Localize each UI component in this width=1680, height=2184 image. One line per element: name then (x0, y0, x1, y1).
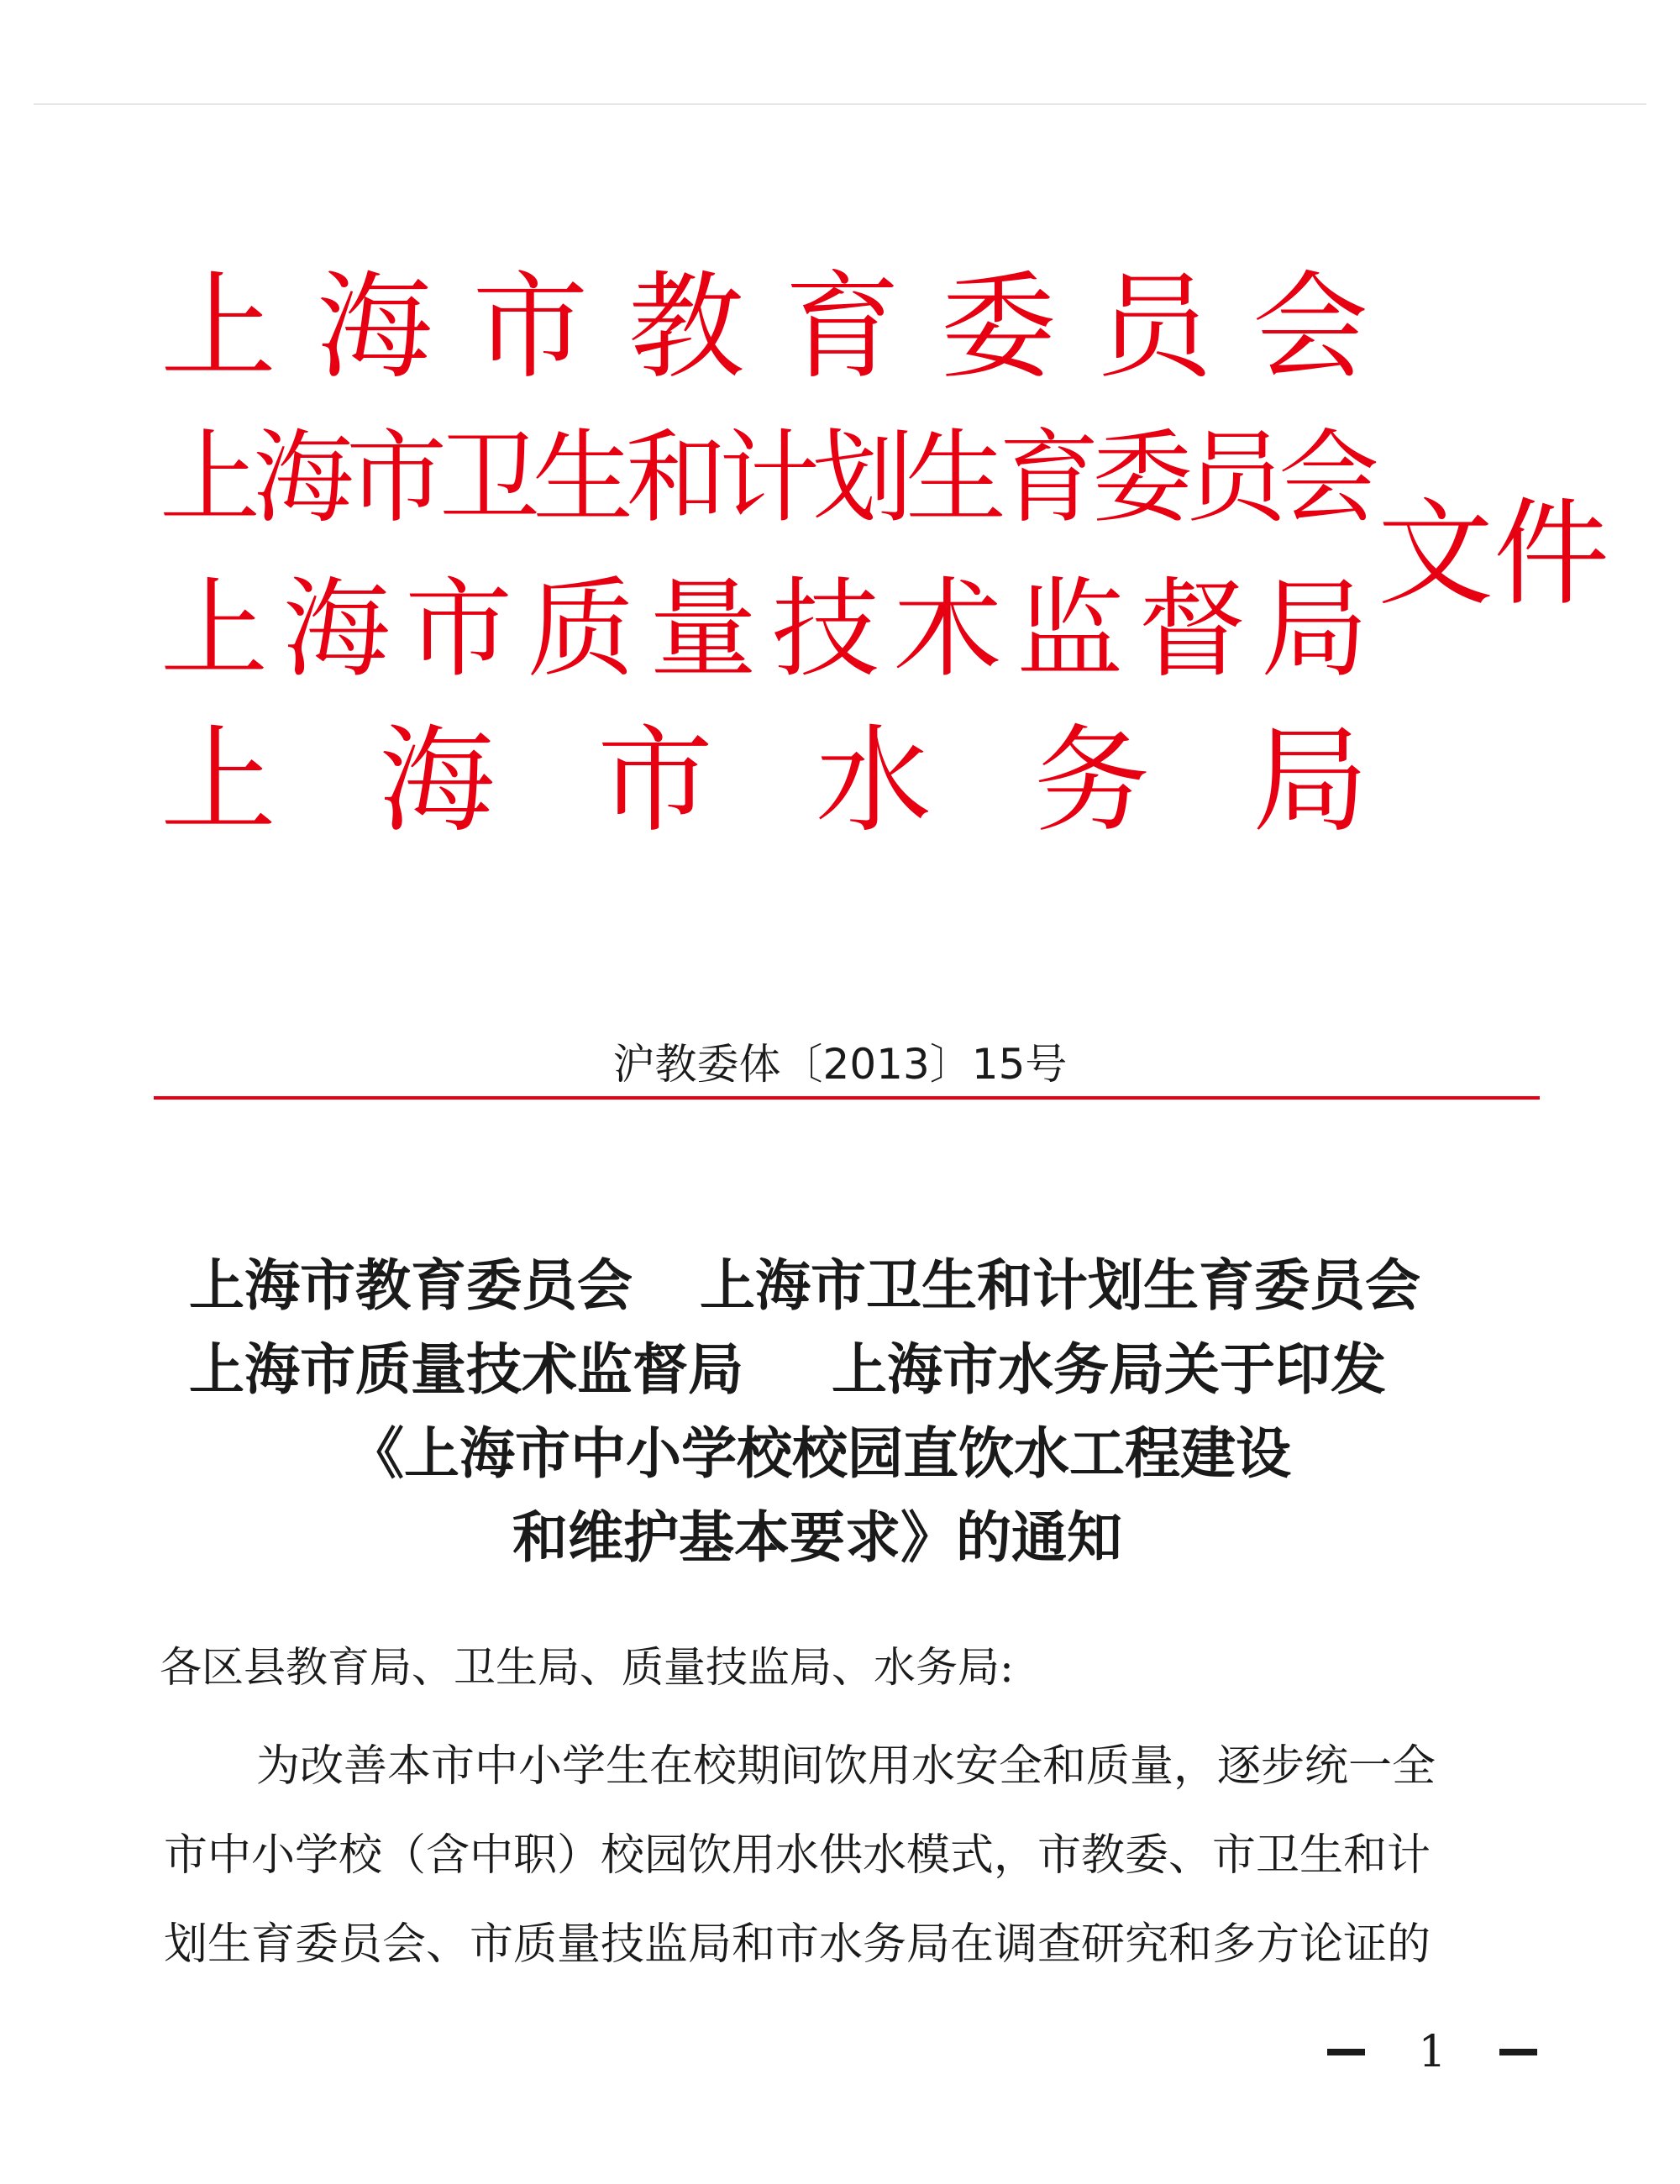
issuer-char: 委 (940, 260, 1057, 395)
title-issuer: 上海市卫生和计划生育委员会 (700, 1252, 1420, 1318)
dash-left (1327, 2049, 1365, 2055)
issuer-row-2 (160, 403, 1379, 554)
issuer-char: 监 (1016, 567, 1124, 692)
issuer-char: 会 (1252, 260, 1368, 395)
issuer-header (160, 252, 1379, 857)
body-line: 市中小学校（含中职）校园饮用水供水模式，市教委、市卫生和计 (164, 1830, 1431, 1881)
top-rule (34, 103, 1646, 105)
page-number: 1 (1418, 2027, 1446, 2077)
issuer-char: 量 (649, 567, 758, 692)
page-footer (1327, 2023, 1537, 2082)
title-issuer: 上海市水务局关于印发 (832, 1336, 1386, 1402)
issuer-char: 市 (405, 567, 513, 692)
issuer-char: 术 (894, 567, 1002, 692)
issuer-char: 务 (1033, 713, 1150, 848)
issuer-char: 生 (906, 420, 1006, 537)
issuer-char: 计 (719, 420, 820, 537)
red-separator-rule (154, 1096, 1540, 1100)
issuer-char: 生 (533, 420, 633, 537)
body-text (164, 1722, 1525, 1989)
issuer-char: 局 (1252, 713, 1368, 848)
doc-type-label: 文件 (1378, 486, 1610, 622)
title-line-3: 《上海市中小学校校园直饮水工程建设 (349, 1420, 1291, 1486)
issuer-char: 质 (527, 567, 635, 692)
title-issuer: 上海市质量技术监督局 (189, 1336, 743, 1402)
salutation: 各区县教育局、卫生局、质量技监局、水务局: (160, 1643, 1014, 1692)
issuer-row-3 (160, 554, 1369, 706)
issuer-char: 划 (812, 420, 913, 537)
issuer-char: 市 (472, 260, 589, 395)
title-line-1 (134, 1243, 1562, 1327)
title-issuer: 上海市教育委员会 (189, 1252, 633, 1318)
issuer-row-4 (160, 706, 1369, 857)
issuer-char: 教 (628, 260, 745, 395)
title-line-4: 和维护基本要求》的通知 (512, 1504, 1122, 1570)
issuer-char: 上 (160, 420, 260, 537)
dash-right (1499, 2049, 1537, 2055)
issuer-char: 水 (815, 713, 932, 848)
notice-title (134, 1243, 1562, 1579)
issuer-char: 海 (253, 420, 354, 537)
body-line: 为改善本市中小学生在校期间饮用水安全和质量，逐步统一全 (256, 1741, 1436, 1792)
body-line: 划生育委员会、市质量技监局和市水务局在调查研究和多方论证的 (164, 1919, 1431, 1970)
document-number: 沪教委体〔2013〕15号 (612, 1040, 1068, 1089)
issuer-char: 海 (282, 567, 391, 692)
issuer-char: 局 (1260, 567, 1368, 692)
issuer-char: 技 (771, 567, 879, 692)
issuer-row-1 (160, 252, 1369, 403)
issuer-char: 上 (160, 713, 276, 848)
issuer-char: 上 (160, 260, 276, 395)
issuer-char: 市 (596, 713, 713, 848)
issuer-char: 育 (784, 260, 900, 395)
issuer-char: 市 (346, 420, 447, 537)
issuer-char: 员 (1096, 260, 1213, 395)
issuer-char: 上 (160, 567, 268, 692)
issuer-char: 卫 (439, 420, 540, 537)
title-line-2 (134, 1327, 1562, 1411)
issuer-char: 会 (1278, 420, 1379, 537)
issuer-char: 海 (316, 260, 433, 395)
issuer-char: 员 (1185, 420, 1286, 537)
issuer-char: 督 (1138, 567, 1247, 692)
issuer-char: 委 (1092, 420, 1193, 537)
issuer-char: 和 (626, 420, 727, 537)
issuer-char: 海 (378, 713, 495, 848)
issuer-char: 育 (999, 420, 1100, 537)
